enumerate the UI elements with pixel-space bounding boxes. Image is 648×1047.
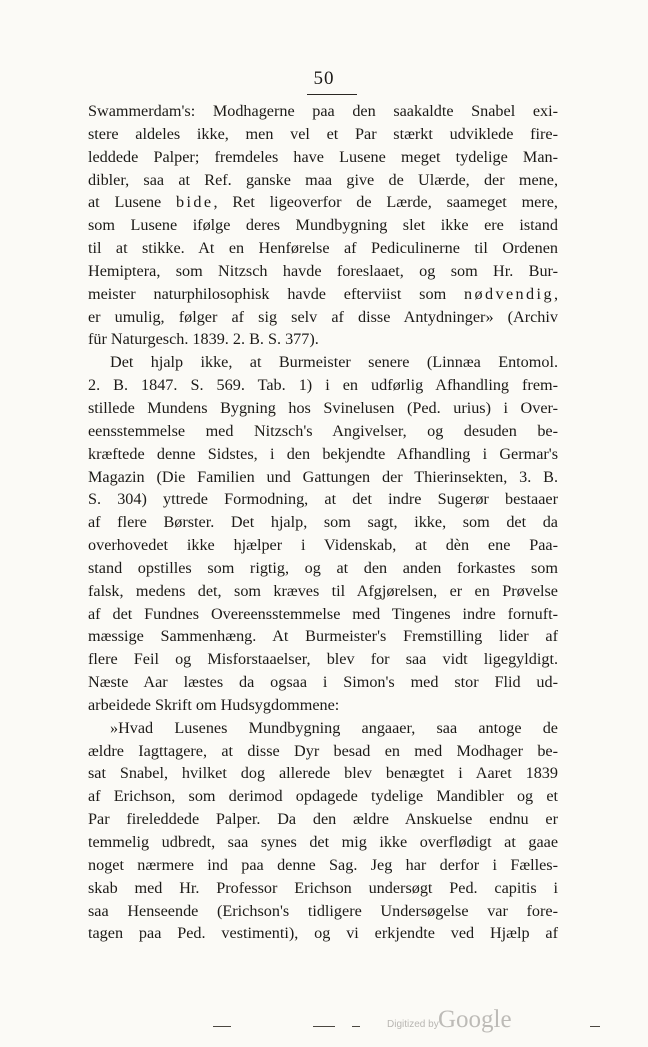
text-segment: für Naturgesch. 1839. 2. B. S. 377).	[88, 330, 319, 349]
text-line	[88, 808, 558, 831]
text-line	[88, 191, 558, 214]
text-segment: af Erichson, som derimod opdagede tydelige Mandibler og et	[88, 787, 558, 806]
body-text	[88, 100, 558, 945]
footer-dash	[352, 1026, 360, 1027]
text-segment: at Lusene	[88, 193, 177, 212]
text-segment: af det Fundnes Overeensstemmelse med Tingenes indre fornuft-	[88, 604, 558, 623]
footer-dash	[590, 1026, 600, 1027]
text-line	[88, 625, 558, 648]
text-line	[88, 100, 558, 123]
digitized-by-label: Digitized by	[387, 1019, 439, 1030]
text-segment: stillede Mundens Bygning hos Svinelusen (Ped. urius) i Over-	[88, 398, 558, 417]
text-segment: saa Henseende (Erichson's tidligere Undersøgelse var fore-	[88, 901, 558, 920]
text-segment: sat Snabel, hvilket dog allerede blev benægtet i Aaret 1839	[88, 764, 558, 783]
text-line	[88, 214, 558, 237]
text-line	[88, 488, 558, 511]
text-segment: er umulig, følger af sig selv af disse Antydninger» (Archiv	[88, 307, 558, 326]
text-segment: overhovedet ikke hjælper i Videnskab, at dèn ene Paa-	[88, 536, 558, 555]
text-segment: Hemiptera, som Nitzsch havde foreslaaet, og som Hr. Bur-	[88, 261, 558, 280]
text-line	[88, 328, 558, 351]
text-line	[88, 146, 558, 169]
text-segment: meister naturphilosophisk havde efterviist som	[88, 284, 464, 303]
text-line	[88, 762, 558, 785]
text-segment: til at stikke. At en Henførelse af Pediculinerne til Ordenen	[88, 239, 558, 258]
text-line	[88, 603, 558, 626]
text-line	[88, 694, 558, 717]
text-segment: Næste Aar læstes da ogsaa i Simon's med stor Flid ud-	[88, 673, 558, 692]
footer-dash	[213, 1026, 231, 1027]
text-line	[88, 740, 558, 763]
text-segment: leddede Palper; fremdeles have Lusene meget tydelige Man-	[88, 147, 558, 166]
text-segment: ,	[553, 284, 558, 303]
text-line	[88, 831, 558, 854]
text-line	[88, 671, 558, 694]
text-line	[88, 648, 558, 671]
text-line	[88, 580, 558, 603]
text-segment: som Lusene ifølge deres Mundbygning slet ikke ere istand	[88, 216, 558, 235]
text-segment: Magazin (Die Familien und Gattungen der Thierinsekten, 3. B.	[88, 467, 558, 486]
text-segment: mæssige Sammenhæng. At Burmeister's Fremstilling lider af	[88, 627, 558, 646]
page-number: 50	[313, 68, 335, 89]
text-line	[88, 374, 558, 397]
text-segment: af flere Børster. Det hjalp, som sagt, ikke, som det da	[88, 513, 558, 532]
text-line	[88, 466, 558, 489]
text-segment: eensstemmelse med Nitzsch's Angivelser, og desuden be-	[88, 421, 558, 440]
text-line	[88, 900, 558, 923]
text-segment: Swammerdam's: Modhagerne paa den saakaldte Snabel exi-	[88, 102, 558, 120]
text-segment: stere aldeles ikke, men vel et Par stærkt udviklede fire-	[88, 124, 558, 143]
text-line	[88, 534, 558, 557]
spaced-emphasis: bide	[176, 193, 214, 212]
text-line	[88, 283, 558, 306]
text-segment: ældre Iagttagere, at disse Dyr besad en med Modhager be-	[88, 741, 558, 760]
text-line	[88, 511, 558, 534]
text-line	[88, 785, 558, 808]
footer	[0, 1006, 648, 1036]
text-line	[88, 557, 558, 580]
text-line	[88, 260, 558, 283]
text-segment: kræftede denne Sidstes, i den bekjendte Afhandling i Germar's	[88, 444, 558, 463]
text-segment: , Ret ligeoverfor de Lærde, saameget mere,	[213, 193, 558, 212]
text-line	[88, 922, 558, 945]
text-segment: falsk, medens det, som kræves til Afgjørelsen, er en Prøvelse	[88, 581, 558, 600]
page-number-rule	[307, 94, 357, 95]
text-segment: noget nærmere ind paa denne Sag. Jeg har derfor i Fælles-	[88, 855, 558, 874]
text-line	[88, 306, 558, 329]
text-line	[88, 443, 558, 466]
spaced-emphasis: nødvendig	[464, 284, 554, 303]
text-segment: skab med Hr. Professor Erichson undersøgt Ped. capitis i	[88, 878, 558, 897]
google-logo: Google	[438, 1006, 512, 1033]
text-line	[88, 237, 558, 260]
text-line	[88, 397, 558, 420]
text-line	[88, 169, 558, 192]
text-segment: stand opstilles som rigtig, og at den anden forkastes som	[88, 558, 558, 577]
text-line	[88, 351, 558, 374]
text-segment: flere Feil og Misforstaaelser, blev for saa vidt ligegyldigt.	[88, 650, 558, 669]
text-line	[88, 877, 558, 900]
text-segment: dibler, saa at Ref. ganske maa give de Ulærde, der mene,	[88, 170, 558, 189]
text-line	[88, 420, 558, 443]
footer-dash	[313, 1026, 335, 1027]
text-segment: »Hvad Lusenes Mundbygning angaaer, saa antoge de	[110, 718, 558, 737]
text-segment: Det hjalp ikke, at Burmeister senere (Linnæa Entomol.	[110, 353, 558, 372]
text-segment: arbeidede Skrift om Hudsygdommene:	[88, 695, 340, 714]
text-segment: S. 304) yttrede Formodning, at det indre Sugerør bestaaer	[88, 490, 558, 509]
text-line	[88, 854, 558, 877]
text-segment: 2. B. 1847. S. 569. Tab. 1) i en udførlig Afhandling frem-	[88, 376, 558, 395]
text-segment: temmelig udbredt, saa synes det mig ikke overflødigt at gaae	[88, 833, 558, 851]
text-line	[88, 717, 558, 740]
text-segment: Par fireleddede Palper. Da den ældre Anskuelse endnu er	[88, 810, 558, 829]
text-segment: tagen paa Ped. vestimenti), og vi erkjendte ved Hjælp af	[88, 924, 558, 943]
text-line	[88, 123, 558, 146]
